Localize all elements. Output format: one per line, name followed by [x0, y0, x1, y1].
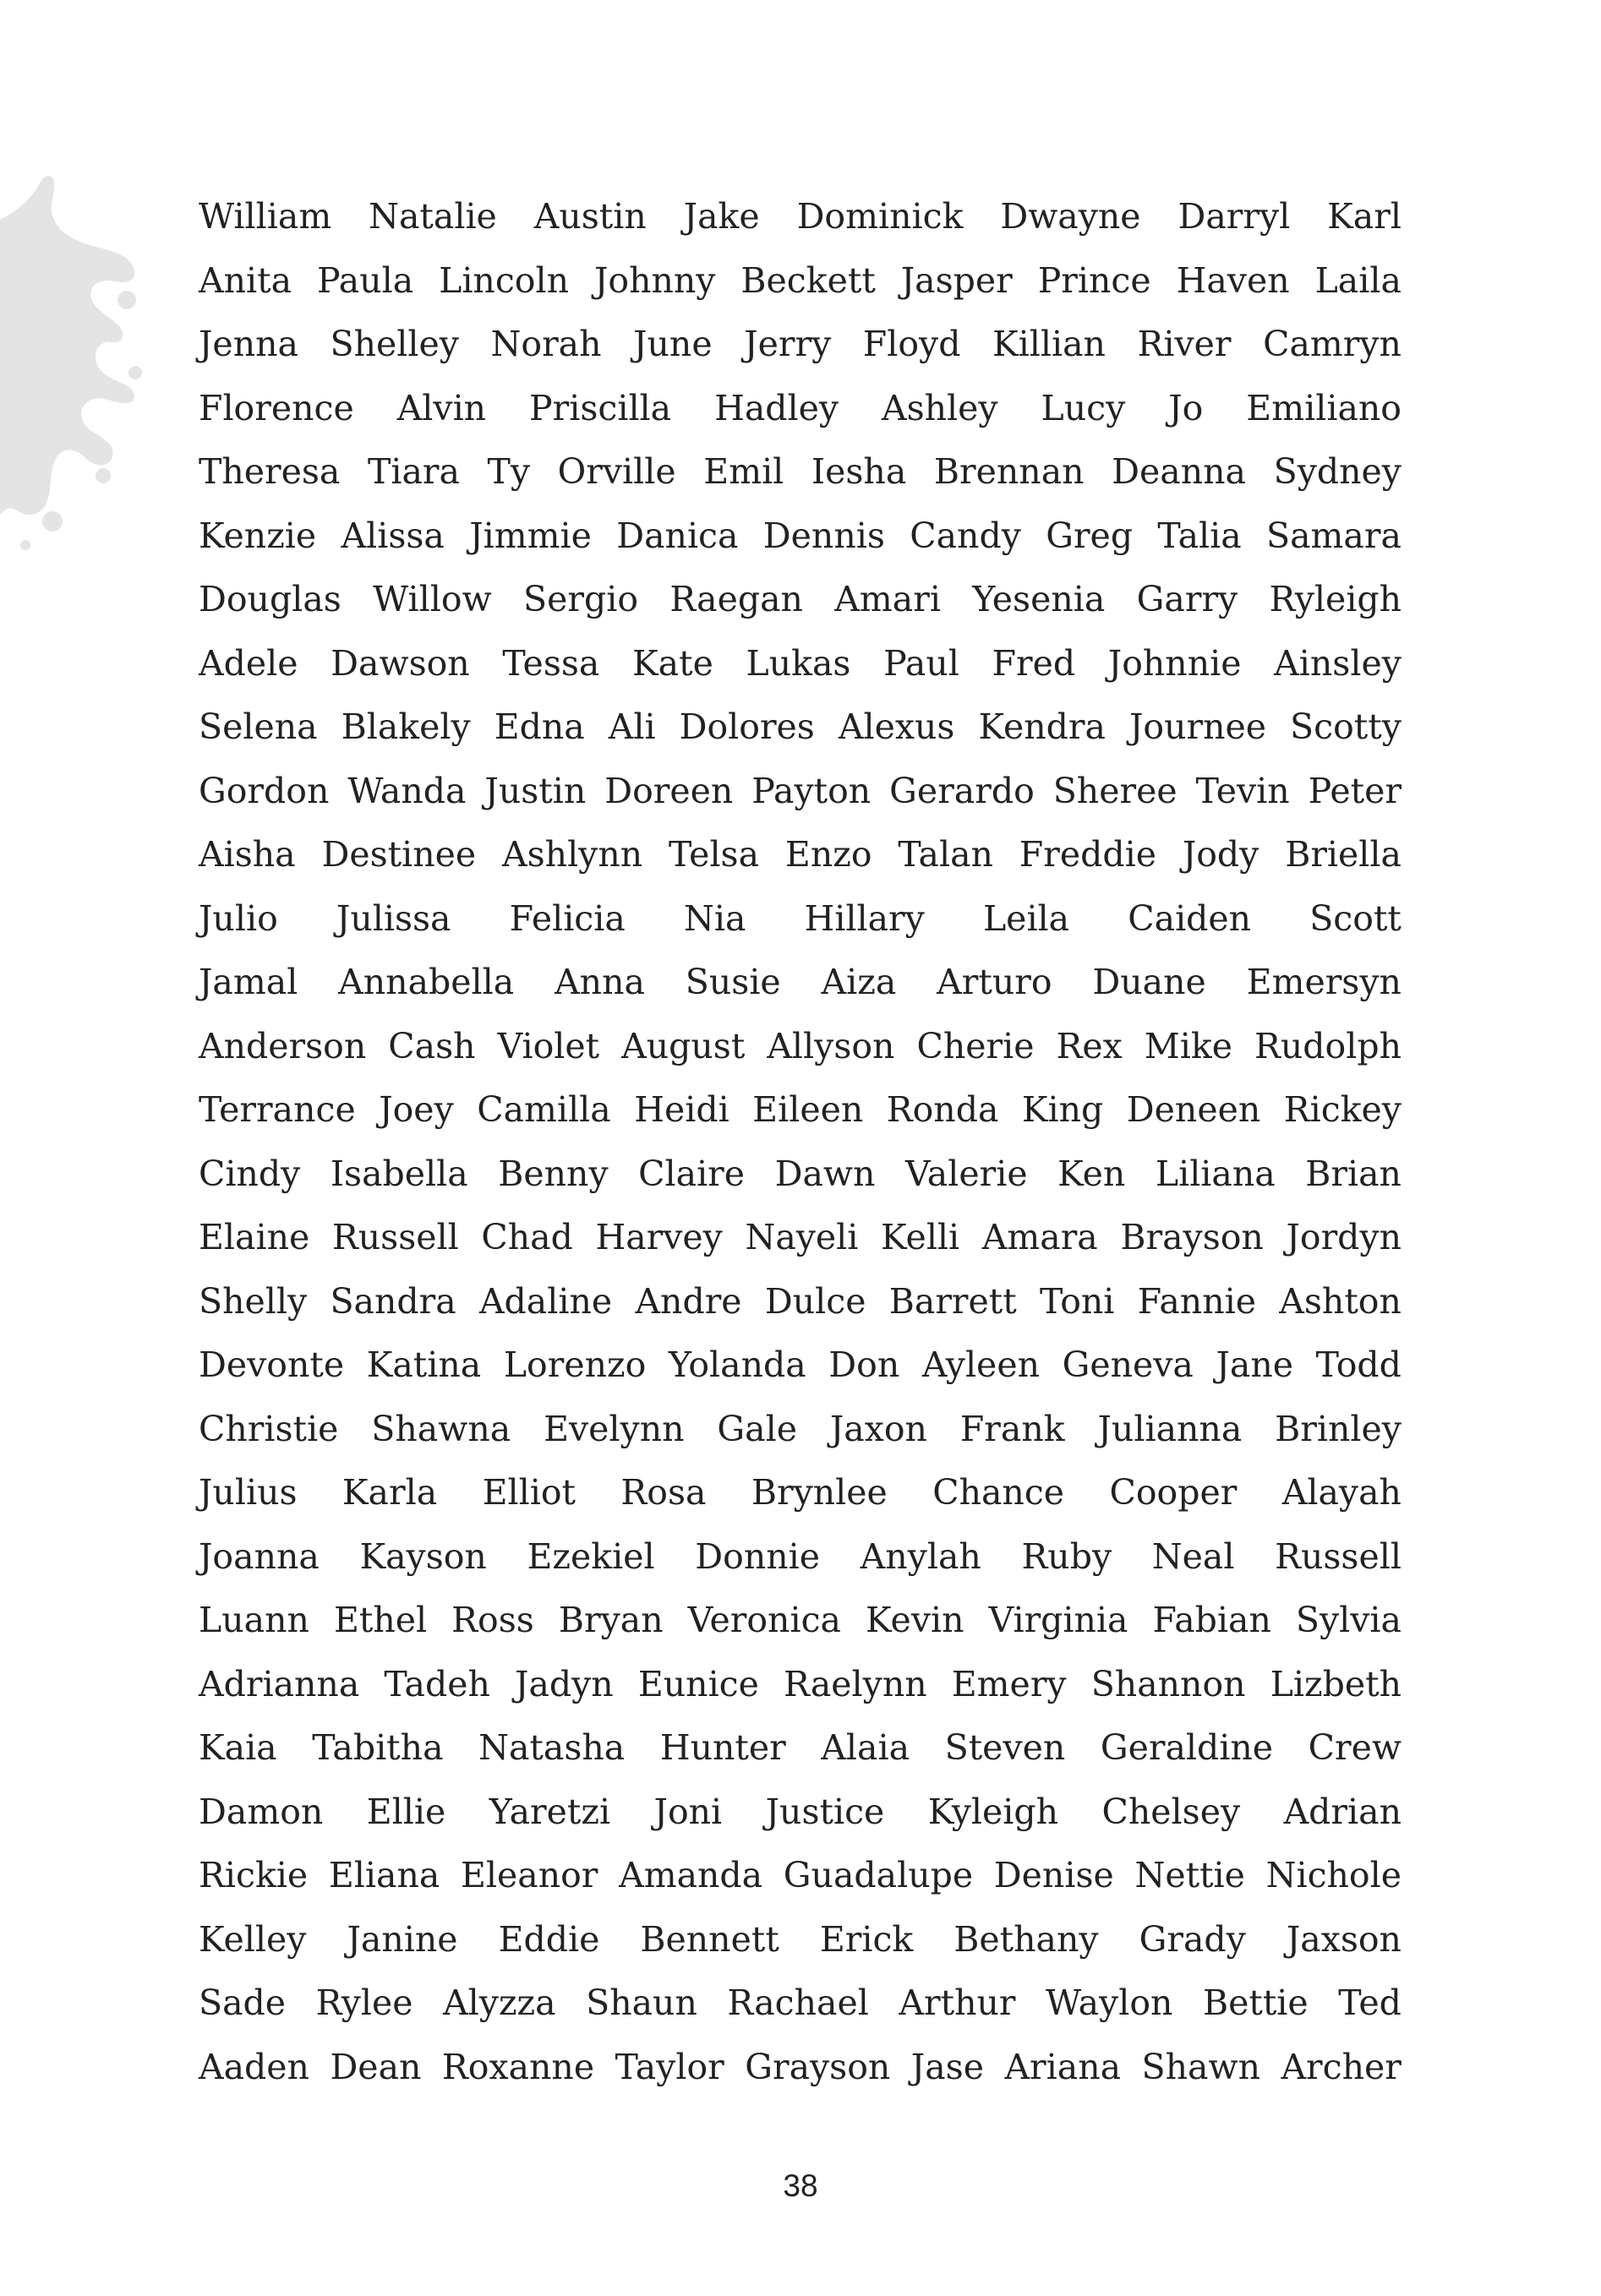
name-word: Julio: [199, 897, 278, 939]
name-word: Mike: [1144, 1025, 1232, 1066]
name-word: Roxanne: [441, 2046, 595, 2087]
name-line: [199, 1281, 1402, 1345]
name-word: Steven: [944, 1727, 1066, 1768]
name-word: Ashlynn: [502, 834, 643, 875]
name-line: [199, 706, 1402, 771]
name-word: Valerie: [904, 1153, 1028, 1194]
name-word: Todd: [1315, 1344, 1402, 1385]
name-word: Rickey: [1283, 1089, 1402, 1130]
name-word: Karl: [1327, 196, 1402, 237]
name-word: Joni: [653, 1791, 723, 1832]
name-word: Darryl: [1178, 196, 1291, 237]
name-word: Joey: [379, 1089, 454, 1130]
name-word: Yesenia: [972, 579, 1106, 619]
name-word: Ethel: [333, 1600, 428, 1640]
name-word: Waylon: [1046, 1982, 1173, 2023]
name-line: [199, 1217, 1402, 1281]
name-word: Felicia: [509, 897, 626, 939]
name-line: [199, 451, 1402, 515]
name-word: Brian: [1305, 1153, 1402, 1194]
name-word: Nichole: [1265, 1855, 1402, 1895]
name-word: Andre: [635, 1280, 742, 1322]
name-word: Kyleigh: [927, 1791, 1059, 1832]
name-word: Claire: [638, 1153, 746, 1194]
name-word: Cash: [388, 1025, 476, 1066]
name-word: Benny: [498, 1153, 609, 1194]
name-word: Doreen: [604, 770, 734, 811]
name-word: Jo: [1168, 387, 1204, 428]
name-word: June: [633, 324, 713, 364]
name-line: [199, 1919, 1402, 1983]
name-word: Emil: [703, 451, 784, 492]
name-line: [199, 1026, 1402, 1090]
name-word: Sylvia: [1295, 1600, 1402, 1640]
name-word: Dawson: [331, 642, 470, 684]
name-word: Dean: [330, 2046, 422, 2087]
name-word: Allyson: [767, 1025, 895, 1066]
name-word: Briella: [1285, 834, 1402, 875]
name-word: Telsa: [669, 834, 760, 875]
name-word: Amanda: [619, 1855, 763, 1895]
name-word: Denise: [993, 1855, 1114, 1895]
name-word: Sandra: [330, 1280, 456, 1322]
name-word: Wanda: [347, 770, 467, 811]
name-word: Rickie: [199, 1855, 309, 1895]
name-word: Anita: [199, 259, 292, 301]
name-word: Leila: [982, 897, 1070, 939]
name-word: Theresa: [199, 451, 341, 492]
name-line: [199, 962, 1402, 1026]
name-word: Cooper: [1109, 1472, 1238, 1513]
name-word: Ashton: [1279, 1280, 1402, 1322]
name-word: Frank: [959, 1408, 1065, 1449]
name-line: [199, 324, 1402, 388]
name-word: Donnie: [695, 1535, 821, 1577]
name-word: Shaun: [586, 1982, 697, 2023]
name-word: Joanna: [199, 1535, 320, 1577]
name-word: Fabian: [1152, 1600, 1271, 1640]
name-word: Shawn: [1141, 2046, 1260, 2087]
name-word: Deanna: [1112, 451, 1246, 492]
name-word: Candy: [910, 515, 1021, 556]
name-word: Grady: [1139, 1918, 1246, 1960]
name-word: Arthur: [899, 1982, 1016, 2023]
name-word: Rex: [1056, 1025, 1123, 1066]
name-word: Don: [828, 1344, 900, 1385]
name-word: Heidi: [634, 1089, 729, 1130]
name-word: Jadyn: [515, 1663, 614, 1704]
name-list: [199, 196, 1402, 2110]
name-word: Grayson: [745, 2046, 891, 2087]
name-word: Isabella: [330, 1153, 468, 1194]
name-word: Cindy: [199, 1153, 301, 1194]
name-word: Crew: [1308, 1727, 1402, 1768]
name-word: Floyd: [862, 324, 961, 364]
name-word: Scott: [1309, 897, 1402, 939]
name-word: Gerardo: [889, 770, 1035, 811]
name-word: Raegan: [669, 579, 803, 619]
name-word: Lucy: [1041, 387, 1126, 428]
name-word: Journee: [1128, 706, 1267, 747]
name-word: Kelli: [881, 1217, 960, 1257]
name-line: [199, 834, 1402, 898]
name-word: Blakely: [341, 706, 471, 747]
name-word: Yaretzi: [489, 1791, 611, 1832]
name-line: [199, 643, 1402, 707]
name-word: Fannie: [1137, 1280, 1256, 1322]
name-word: Kendra: [978, 706, 1106, 747]
name-word: Ryleigh: [1269, 579, 1402, 619]
name-word: Alvin: [396, 387, 487, 428]
name-word: Yolanda: [668, 1344, 806, 1385]
name-word: Sheree: [1052, 770, 1178, 811]
name-word: Natalie: [369, 196, 497, 237]
name-word: Taylor: [615, 2046, 724, 2087]
name-word: Freddie: [1019, 834, 1156, 875]
name-word: Ronda: [886, 1089, 999, 1130]
name-word: Elaine: [199, 1217, 310, 1257]
name-word: Tevin: [1195, 770, 1290, 811]
name-word: Austin: [533, 196, 647, 237]
name-word: Anylah: [860, 1535, 981, 1577]
name-word: Tadeh: [384, 1663, 490, 1704]
name-word: Rudolph: [1254, 1025, 1402, 1066]
name-word: King: [1021, 1089, 1104, 1130]
name-line: [199, 898, 1402, 963]
name-word: Ross: [451, 1600, 534, 1640]
name-word: Jasper: [900, 259, 1013, 301]
name-word: Harvey: [595, 1217, 723, 1257]
name-word: Nayeli: [745, 1217, 859, 1257]
name-word: Ainsley: [1274, 642, 1402, 684]
name-line: [199, 1344, 1402, 1409]
name-word: Dolores: [679, 706, 815, 747]
name-word: Alyzza: [443, 1982, 556, 2023]
name-word: Alaia: [821, 1727, 910, 1768]
name-word: Brayson: [1120, 1217, 1264, 1257]
name-word: Lizbeth: [1270, 1663, 1402, 1704]
name-word: Samara: [1266, 515, 1402, 556]
name-word: Orville: [557, 451, 676, 492]
name-word: Shawna: [371, 1408, 511, 1449]
name-word: Kate: [632, 642, 713, 684]
name-line: [199, 196, 1402, 260]
name-word: Ty: [487, 451, 531, 492]
name-line: [199, 1855, 1402, 1919]
name-word: Elliot: [482, 1472, 576, 1513]
name-word: Ashley: [881, 387, 998, 428]
name-word: Tessa: [502, 642, 600, 684]
name-word: Rosa: [620, 1472, 707, 1513]
name-word: Dominick: [796, 196, 964, 237]
name-word: Shelly: [199, 1280, 308, 1322]
name-word: William: [199, 196, 332, 237]
name-word: Ruby: [1021, 1535, 1112, 1577]
name-word: Sade: [199, 1982, 287, 2023]
name-word: Enzo: [784, 834, 872, 875]
name-word: Hadley: [714, 387, 839, 428]
name-word: Beckett: [740, 259, 876, 301]
name-line: [199, 1472, 1402, 1536]
name-word: Willow: [373, 579, 492, 619]
name-word: Dawn: [774, 1153, 876, 1194]
name-word: Brinley: [1275, 1408, 1402, 1449]
name-word: Lincoln: [439, 259, 570, 301]
name-word: Duane: [1092, 962, 1206, 1002]
name-line: [199, 1982, 1402, 2047]
name-word: Virginia: [988, 1600, 1128, 1640]
name-word: Garry: [1136, 579, 1238, 619]
name-line: [199, 1409, 1402, 1473]
name-word: Laila: [1314, 259, 1402, 301]
name-word: Kayson: [359, 1535, 487, 1577]
name-word: Bethany: [953, 1918, 1099, 1960]
name-word: Priscilla: [529, 387, 672, 428]
name-word: Ezekiel: [527, 1535, 655, 1577]
name-word: Jerry: [744, 324, 832, 364]
name-word: Fred: [992, 642, 1076, 684]
name-word: Geraldine: [1100, 1727, 1274, 1768]
name-word: Damon: [199, 1791, 324, 1832]
name-word: Bryan: [558, 1600, 664, 1640]
name-word: Camilla: [477, 1089, 611, 1130]
name-word: Eunice: [637, 1663, 759, 1704]
name-word: Terrance: [199, 1089, 356, 1130]
name-word: Greg: [1046, 515, 1134, 556]
name-word: Geneva: [1062, 1344, 1194, 1385]
name-word: Rachael: [727, 1982, 869, 2023]
name-word: Eliana: [328, 1855, 440, 1895]
name-word: Camryn: [1263, 324, 1402, 364]
name-word: Russell: [1275, 1535, 1402, 1577]
name-word: Anna: [555, 962, 645, 1002]
name-word: Kenzie: [199, 515, 317, 556]
name-word: Julissa: [336, 897, 451, 939]
name-word: Johnnie: [1107, 642, 1242, 684]
name-word: Paula: [317, 259, 414, 301]
name-word: Aisha: [199, 834, 296, 875]
name-line: [199, 388, 1402, 452]
name-line: [199, 1792, 1402, 1856]
name-word: Adaline: [478, 1280, 613, 1322]
name-word: Dennis: [762, 515, 885, 556]
name-word: Scotty: [1290, 706, 1402, 747]
name-word: Florence: [199, 387, 354, 428]
name-word: Payton: [751, 770, 872, 811]
name-word: Sydney: [1273, 451, 1402, 492]
name-word: Dulce: [764, 1280, 866, 1322]
name-word: Eleanor: [460, 1855, 598, 1895]
name-word: Veronica: [687, 1600, 841, 1640]
name-word: Barrett: [888, 1280, 1017, 1322]
name-line: [199, 579, 1402, 643]
name-word: Chad: [481, 1217, 573, 1257]
name-word: Ted: [1338, 1982, 1402, 2023]
name-line: [199, 260, 1402, 324]
name-word: Justin: [484, 770, 587, 811]
name-word: Kevin: [866, 1600, 964, 1640]
name-line: [199, 1727, 1402, 1792]
name-word: Emiliano: [1246, 387, 1402, 428]
name-word: Jane: [1216, 1344, 1293, 1385]
name-word: Jaxson: [1286, 1918, 1402, 1960]
name-word: Norah: [490, 324, 602, 364]
name-word: Janine: [347, 1918, 458, 1960]
name-word: Chelsey: [1101, 1791, 1241, 1832]
name-line: [199, 771, 1402, 835]
name-word: Guadalupe: [783, 1855, 974, 1895]
name-word: Ellie: [366, 1791, 446, 1832]
ink-splatter-icon: [0, 173, 144, 562]
name-word: Edna: [494, 706, 585, 747]
name-word: Emersyn: [1246, 962, 1402, 1002]
name-word: Talan: [898, 834, 993, 875]
name-word: Kelley: [199, 1918, 307, 1960]
name-word: Julius: [199, 1472, 298, 1513]
name-word: August: [621, 1025, 746, 1066]
name-word: Liliana: [1155, 1153, 1276, 1194]
name-word: Devonte: [199, 1344, 345, 1385]
name-word: Karla: [342, 1472, 438, 1513]
name-word: Luann: [199, 1600, 309, 1640]
name-word: Amara: [981, 1217, 1098, 1257]
name-word: Violet: [497, 1025, 600, 1066]
name-word: Chance: [932, 1472, 1065, 1513]
name-word: Adele: [199, 642, 298, 684]
name-word: Jake: [683, 196, 760, 237]
name-word: Rylee: [315, 1982, 413, 2023]
name-word: Justice: [765, 1791, 885, 1832]
name-word: Toni: [1040, 1280, 1115, 1322]
name-word: Caiden: [1128, 897, 1252, 939]
name-word: Selena: [199, 706, 318, 747]
name-word: Alexus: [838, 706, 955, 747]
name-word: Douglas: [199, 579, 342, 619]
name-word: Natasha: [478, 1727, 626, 1768]
name-word: Erick: [819, 1918, 914, 1960]
name-word: Shelley: [330, 324, 459, 364]
name-word: Johnny: [593, 259, 716, 301]
name-word: Cherie: [916, 1025, 1035, 1066]
name-word: River: [1137, 324, 1232, 364]
name-word: Eileen: [752, 1089, 864, 1130]
name-word: Paul: [883, 642, 959, 684]
name-word: Raelynn: [784, 1663, 927, 1704]
name-word: Eddie: [498, 1918, 600, 1960]
name-word: Susie: [685, 962, 781, 1002]
name-word: Haven: [1176, 259, 1290, 301]
name-word: Iesha: [811, 451, 907, 492]
name-word: Jase: [910, 2046, 984, 2087]
name-word: Annabella: [338, 962, 515, 1002]
name-word: Alissa: [341, 515, 445, 556]
name-word: Jimmie: [469, 515, 592, 556]
name-line: [199, 1153, 1402, 1218]
name-word: Arturo: [937, 962, 1052, 1002]
name-word: Destinee: [321, 834, 477, 875]
name-word: Ariana: [1004, 2046, 1122, 2087]
name-word: Jenna: [199, 324, 298, 364]
name-word: Killian: [992, 324, 1106, 364]
name-word: Tabitha: [312, 1727, 444, 1768]
name-word: Bettie: [1202, 1982, 1309, 2023]
name-word: Christie: [199, 1408, 339, 1449]
name-line: [199, 1664, 1402, 1728]
name-word: Jordyn: [1286, 1217, 1402, 1257]
name-word: Tiara: [367, 451, 460, 492]
page-number: 38: [783, 2168, 818, 2203]
name-word: Emery: [951, 1663, 1067, 1704]
name-word: Katina: [366, 1344, 482, 1385]
name-word: Hunter: [659, 1727, 786, 1768]
name-line: [199, 2047, 1402, 2111]
name-word: Kaia: [199, 1727, 277, 1768]
name-word: Hillary: [804, 897, 925, 939]
name-word: Ayleen: [921, 1344, 1040, 1385]
name-word: Aiza: [821, 962, 897, 1002]
name-word: Nia: [683, 897, 746, 939]
name-word: Alayah: [1281, 1472, 1402, 1513]
name-word: Adrianna: [199, 1663, 360, 1704]
name-word: Anderson: [199, 1025, 367, 1066]
name-word: Brynlee: [751, 1472, 888, 1513]
name-word: Gale: [717, 1408, 797, 1449]
name-line: [199, 1089, 1402, 1153]
name-word: Jody: [1182, 834, 1259, 875]
name-word: Lorenzo: [503, 1344, 647, 1385]
name-word: Deneen: [1126, 1089, 1261, 1130]
name-word: Ali: [608, 706, 656, 747]
name-word: Brennan: [933, 451, 1085, 492]
name-word: Prince: [1037, 259, 1151, 301]
name-word: Ken: [1057, 1153, 1126, 1194]
name-word: Danica: [616, 515, 739, 556]
name-word: Jaxon: [829, 1408, 927, 1449]
name-word: Talia: [1157, 515, 1242, 556]
name-word: Adrian: [1283, 1791, 1402, 1832]
name-word: Shannon: [1090, 1663, 1246, 1704]
name-word: Aaden: [199, 2046, 309, 2087]
name-word: Bennett: [640, 1918, 779, 1960]
name-word: Jamal: [199, 962, 298, 1002]
name-word: Gordon: [199, 770, 330, 811]
name-word: Lukas: [746, 642, 851, 684]
name-word: Amari: [834, 579, 941, 619]
name-word: Russell: [331, 1217, 459, 1257]
name-line: [199, 1536, 1402, 1601]
name-line: [199, 1600, 1402, 1664]
name-word: Julianna: [1097, 1408, 1243, 1449]
name-word: Nettie: [1134, 1855, 1245, 1895]
name-word: Evelynn: [544, 1408, 685, 1449]
name-word: Neal: [1151, 1535, 1235, 1577]
name-word: Dwayne: [1000, 196, 1141, 237]
name-word: Archer: [1281, 2046, 1402, 2087]
name-word: Sergio: [523, 579, 639, 619]
name-line: [199, 515, 1402, 580]
name-word: Peter: [1308, 770, 1402, 811]
